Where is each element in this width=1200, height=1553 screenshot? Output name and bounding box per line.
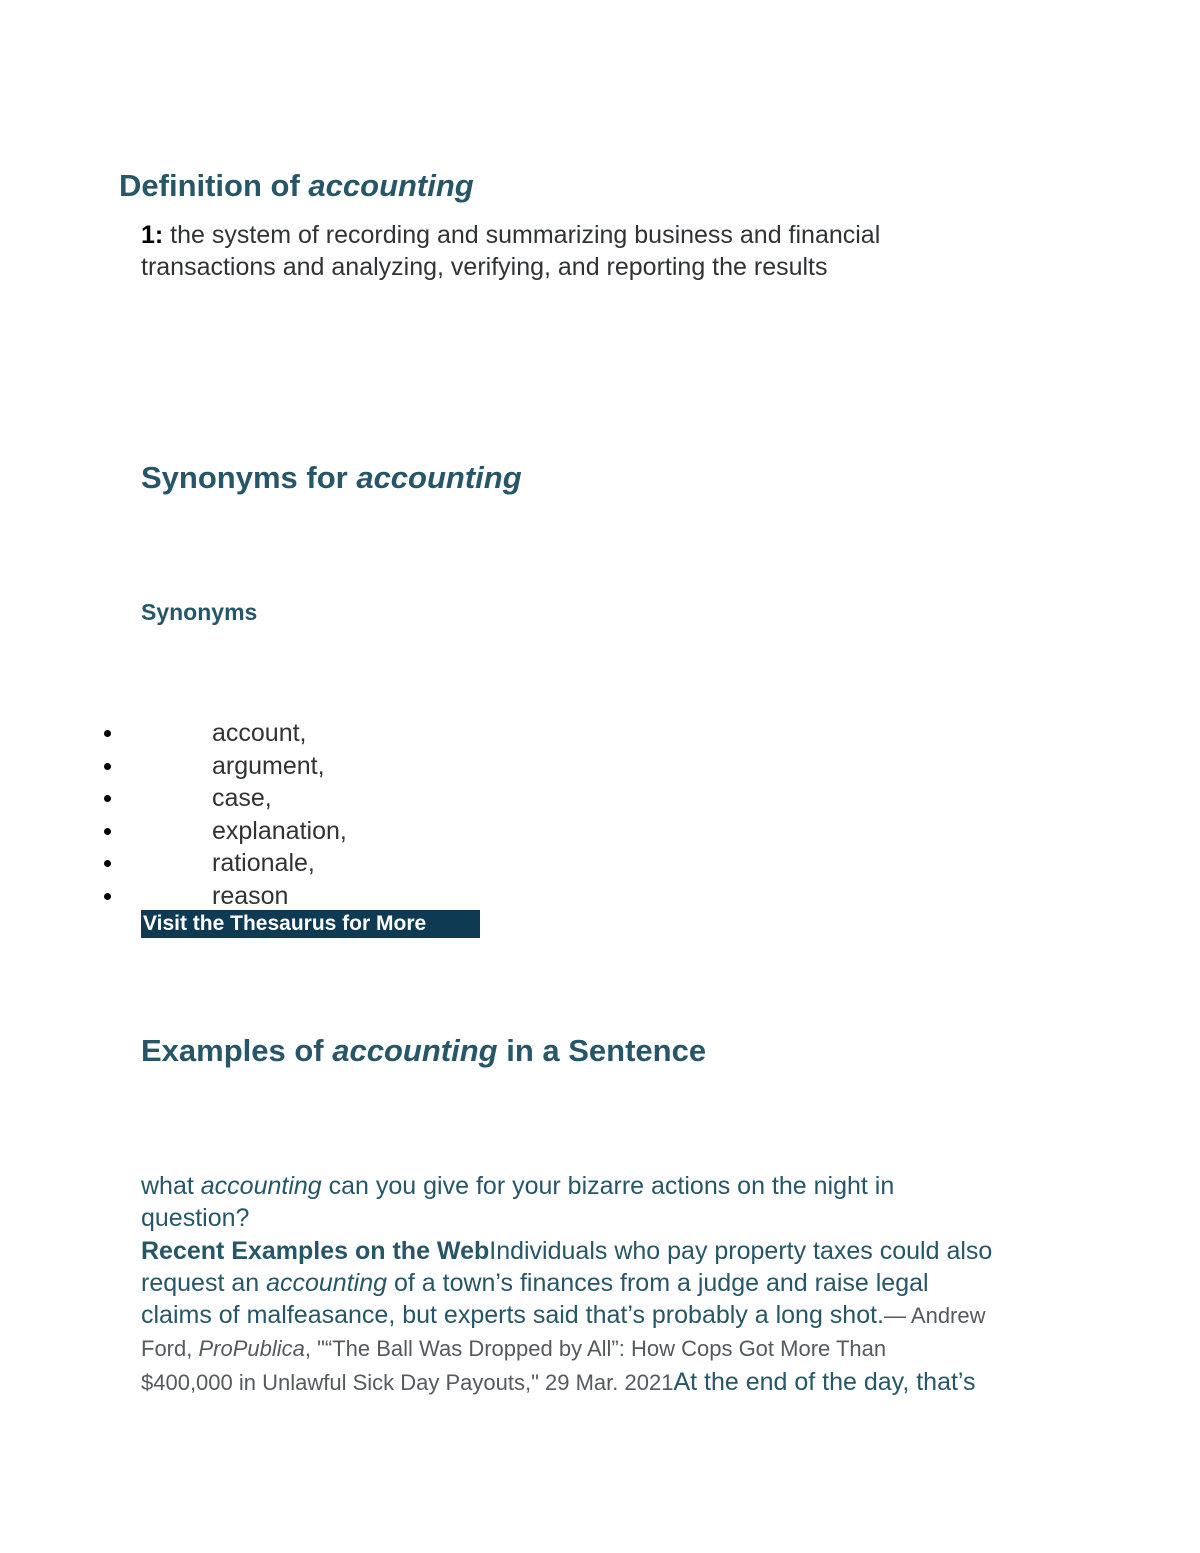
- visit-thesaurus-button[interactable]: Visit the Thesaurus for More: [141, 910, 480, 938]
- source-title-a: , "“The Ball Was Dropped by All”: How Cops Got More Than: [304, 1336, 887, 1361]
- recent-examples-line-3: [141, 1299, 986, 1332]
- synonym-link[interactable]: argument,: [212, 751, 325, 780]
- synonyms-heading: [141, 460, 522, 496]
- source-attribution-line-3: [141, 1366, 976, 1401]
- definition-heading-term: accounting: [308, 168, 474, 203]
- synonym-link[interactable]: case,: [212, 784, 272, 812]
- example-1-post: can you give for your bizarre actions on the night in: [321, 1172, 895, 1200]
- synonym-link[interactable]: account,: [212, 719, 307, 747]
- bullet-icon: [104, 828, 111, 835]
- example-sentence-1: [141, 1170, 894, 1202]
- source-publication[interactable]: ProPublica: [198, 1336, 305, 1361]
- source-title-b: $400,000 in Unlawful Sick Day Payouts," 29 Mar. 2021: [141, 1370, 674, 1395]
- synonyms-heading-term: accounting: [356, 460, 522, 495]
- definition-text-1: the system of recording and summarizing business and financial: [163, 221, 881, 249]
- bullet-icon: [104, 763, 111, 770]
- recent-examples-line-1: [141, 1235, 992, 1267]
- definition-heading-prefix: Definition of: [119, 168, 309, 203]
- synonym-link[interactable]: rationale,: [212, 849, 315, 877]
- examples-heading-term: accounting: [332, 1033, 498, 1068]
- recent-example-text-1: Individuals who pay property taxes could also: [489, 1237, 993, 1265]
- recent-example-term: accounting: [266, 1269, 388, 1297]
- recent-examples-line-2: [141, 1267, 929, 1299]
- definition-heading: [119, 168, 474, 204]
- synonyms-heading-prefix: Synonyms for: [141, 460, 357, 495]
- bullet-icon: [104, 860, 111, 867]
- definition-number: 1:: [141, 221, 164, 249]
- recent-example-line2-post: of a town’s finances from a judge and raise legal: [387, 1269, 929, 1297]
- definition-line-2: transactions and analyzing, verifying, and reporting the results: [141, 253, 828, 281]
- synonyms-subheading: Synonyms: [141, 599, 258, 625]
- definition-line-1: [141, 219, 880, 251]
- recent-example-line2-pre: request an: [141, 1269, 267, 1297]
- source-author: Ford,: [141, 1336, 199, 1361]
- example-1-pre: what: [141, 1172, 201, 1200]
- source-attribution-start: — Andrew: [884, 1303, 986, 1328]
- examples-heading-suffix: in a Sentence: [497, 1033, 707, 1068]
- recent-examples-label: Recent Examples on the Web: [141, 1237, 490, 1265]
- synonym-link[interactable]: reason: [212, 881, 289, 910]
- synonym-link[interactable]: explanation,: [212, 816, 347, 845]
- bullet-icon: [104, 893, 111, 900]
- bullet-icon: [104, 795, 111, 802]
- bullet-icon: [104, 730, 111, 737]
- example-sentence-1-line-2: question?: [141, 1204, 250, 1232]
- example-1-term: accounting: [200, 1172, 322, 1200]
- source-attribution-line-2: [141, 1335, 886, 1363]
- examples-heading: [141, 1033, 706, 1069]
- recent-example-line3: claims of malfeasance, but experts said that’s probably a long shot.: [141, 1301, 885, 1329]
- continuation-text: At the end of the day, that’s: [673, 1368, 976, 1396]
- examples-heading-prefix: Examples of: [141, 1033, 333, 1068]
